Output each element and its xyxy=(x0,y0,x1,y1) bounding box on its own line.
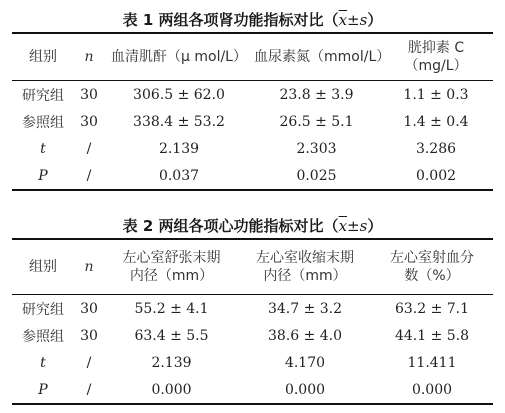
table2-caption-pm-symbol: ± xyxy=(347,217,360,235)
table-row xyxy=(12,162,493,190)
table-row xyxy=(12,81,493,109)
table2-row2-lvef: 44.1 ± 5.8 xyxy=(394,327,470,344)
table2-row4-lvesd: 0.000 xyxy=(284,381,326,398)
cardiac-function-table-block xyxy=(12,214,493,405)
table2-header-lvef xyxy=(371,239,493,295)
table2-header-lvesd-line2: 内径（mm） xyxy=(263,268,347,284)
renal-function-table-block xyxy=(12,8,493,191)
table2-row3-stat: t xyxy=(40,354,46,371)
table1-row1-creatinine: 306.5 ± 62.0 xyxy=(133,86,225,103)
table1-header-creatinine: 血清肌酐（μ mol/L） xyxy=(111,49,247,65)
table2-header-lvedd-line2: 内径（mm） xyxy=(129,268,214,284)
table1-row3-creatinine: 2.139 xyxy=(158,140,200,157)
table1-row1-bun: 23.8 ± 3.9 xyxy=(279,86,354,103)
table1-header-cystatin xyxy=(379,33,493,81)
table2-row4-lvedd: 0.000 xyxy=(151,381,192,398)
table2-row1-group: 研究组 xyxy=(22,301,64,318)
table1-row2-n: 30 xyxy=(80,113,98,130)
table1-header-n: n xyxy=(84,49,94,65)
table1-row2-creatinine: 338.4 ± 53.2 xyxy=(133,113,225,130)
table2-header-lvef-line1: 左心室射血分 xyxy=(390,250,474,266)
table1-header-bun: 血尿素氮（mmol/L） xyxy=(254,49,391,65)
table1-caption-text: 表 1 两组各项肾功能指标对比（ xyxy=(122,11,339,29)
table2-row1-lvef: 63.2 ± 7.1 xyxy=(394,300,470,317)
table1-row2-cystatin: 1.4 ± 0.4 xyxy=(403,113,469,130)
table1-row1-group: 研究组 xyxy=(22,87,64,104)
table2-row3-lvedd: 2.139 xyxy=(151,354,192,371)
table1-row4-creatinine: 0.037 xyxy=(158,167,200,184)
table1-row1-cystatin: 1.1 ± 0.3 xyxy=(403,86,469,103)
table2-row2-lvedd: 63.4 ± 5.5 xyxy=(134,327,209,344)
table2-caption-text: 表 2 两组各项心功能指标对比（ xyxy=(122,217,339,235)
table2-header-n: n xyxy=(84,259,94,275)
table2-row1-lvesd: 34.7 ± 3.2 xyxy=(267,300,343,317)
table1-caption-close: ） xyxy=(367,11,383,29)
table2-row4-stat: P xyxy=(38,381,48,398)
table2-row3-n: / xyxy=(86,354,92,371)
table2-row2-lvesd: 38.6 ± 4.0 xyxy=(267,327,343,344)
table2-caption xyxy=(12,214,493,238)
table2-caption-sd-symbol: s xyxy=(359,217,368,235)
table1-header-row xyxy=(12,33,493,81)
cardiac-function-table xyxy=(12,238,493,405)
table1-row3-bun: 2.303 xyxy=(296,140,337,157)
table2-header-group: 组别 xyxy=(29,259,57,275)
table2-row2-group: 参照组 xyxy=(22,328,64,345)
table1-row4-stat: P xyxy=(38,167,48,184)
table1-row3-cystatin: 3.286 xyxy=(415,140,457,157)
table-row xyxy=(12,108,493,135)
table1-row2-group: 参照组 xyxy=(22,114,64,131)
table2-row4-lvef: 0.000 xyxy=(411,381,453,398)
table1-row1-n: 30 xyxy=(80,86,98,103)
table1-caption-sd-symbol: s xyxy=(359,11,368,29)
table2-header-lvef-line2: 数（%） xyxy=(404,268,460,284)
table1-caption-pm-symbol: ± xyxy=(347,11,360,29)
table2-header-lvedd-line1: 左心室舒张末期 xyxy=(122,250,221,266)
table2-row4-n: / xyxy=(86,381,92,398)
table2-header-row xyxy=(12,239,493,295)
table2-row3-lvef: 11.411 xyxy=(407,354,457,371)
table-row xyxy=(12,376,493,404)
table2-caption-close: ） xyxy=(367,217,383,235)
table1-header-group: 组别 xyxy=(29,49,57,65)
table-row xyxy=(12,295,493,323)
table2-row3-lvesd: 4.170 xyxy=(284,354,326,371)
table2-row1-n: 30 xyxy=(80,300,98,317)
table2-row1-lvedd: 55.2 ± 4.1 xyxy=(134,300,209,317)
table2-header-lvesd xyxy=(239,239,371,295)
table2-header-lvesd-line1: 左心室收缩末期 xyxy=(256,250,354,266)
table1-header-cystatin-line1: 胱抑素 C xyxy=(407,40,465,56)
table1-row3-n: / xyxy=(86,140,92,157)
renal-function-table xyxy=(12,32,493,191)
table1-row4-n: / xyxy=(86,167,92,184)
table1-row2-bun: 26.5 ± 5.1 xyxy=(279,113,354,130)
table-row xyxy=(12,349,493,376)
table1-row3-stat: t xyxy=(40,140,46,157)
table1-row4-cystatin: 0.002 xyxy=(415,167,457,184)
table1-caption-mean-symbol: $\overline{x}$ xyxy=(338,11,348,29)
table-row xyxy=(12,135,493,162)
table-row xyxy=(12,322,493,349)
table1-caption xyxy=(12,8,493,32)
table1-row4-bun: 0.025 xyxy=(296,167,337,184)
table1-header-cystatin-line2: （mg/L） xyxy=(404,58,468,74)
table2-row2-n: 30 xyxy=(80,327,98,344)
table2-header-lvedd xyxy=(104,239,239,295)
table2-caption-mean-symbol: $\overline{x}$ xyxy=(338,217,348,235)
